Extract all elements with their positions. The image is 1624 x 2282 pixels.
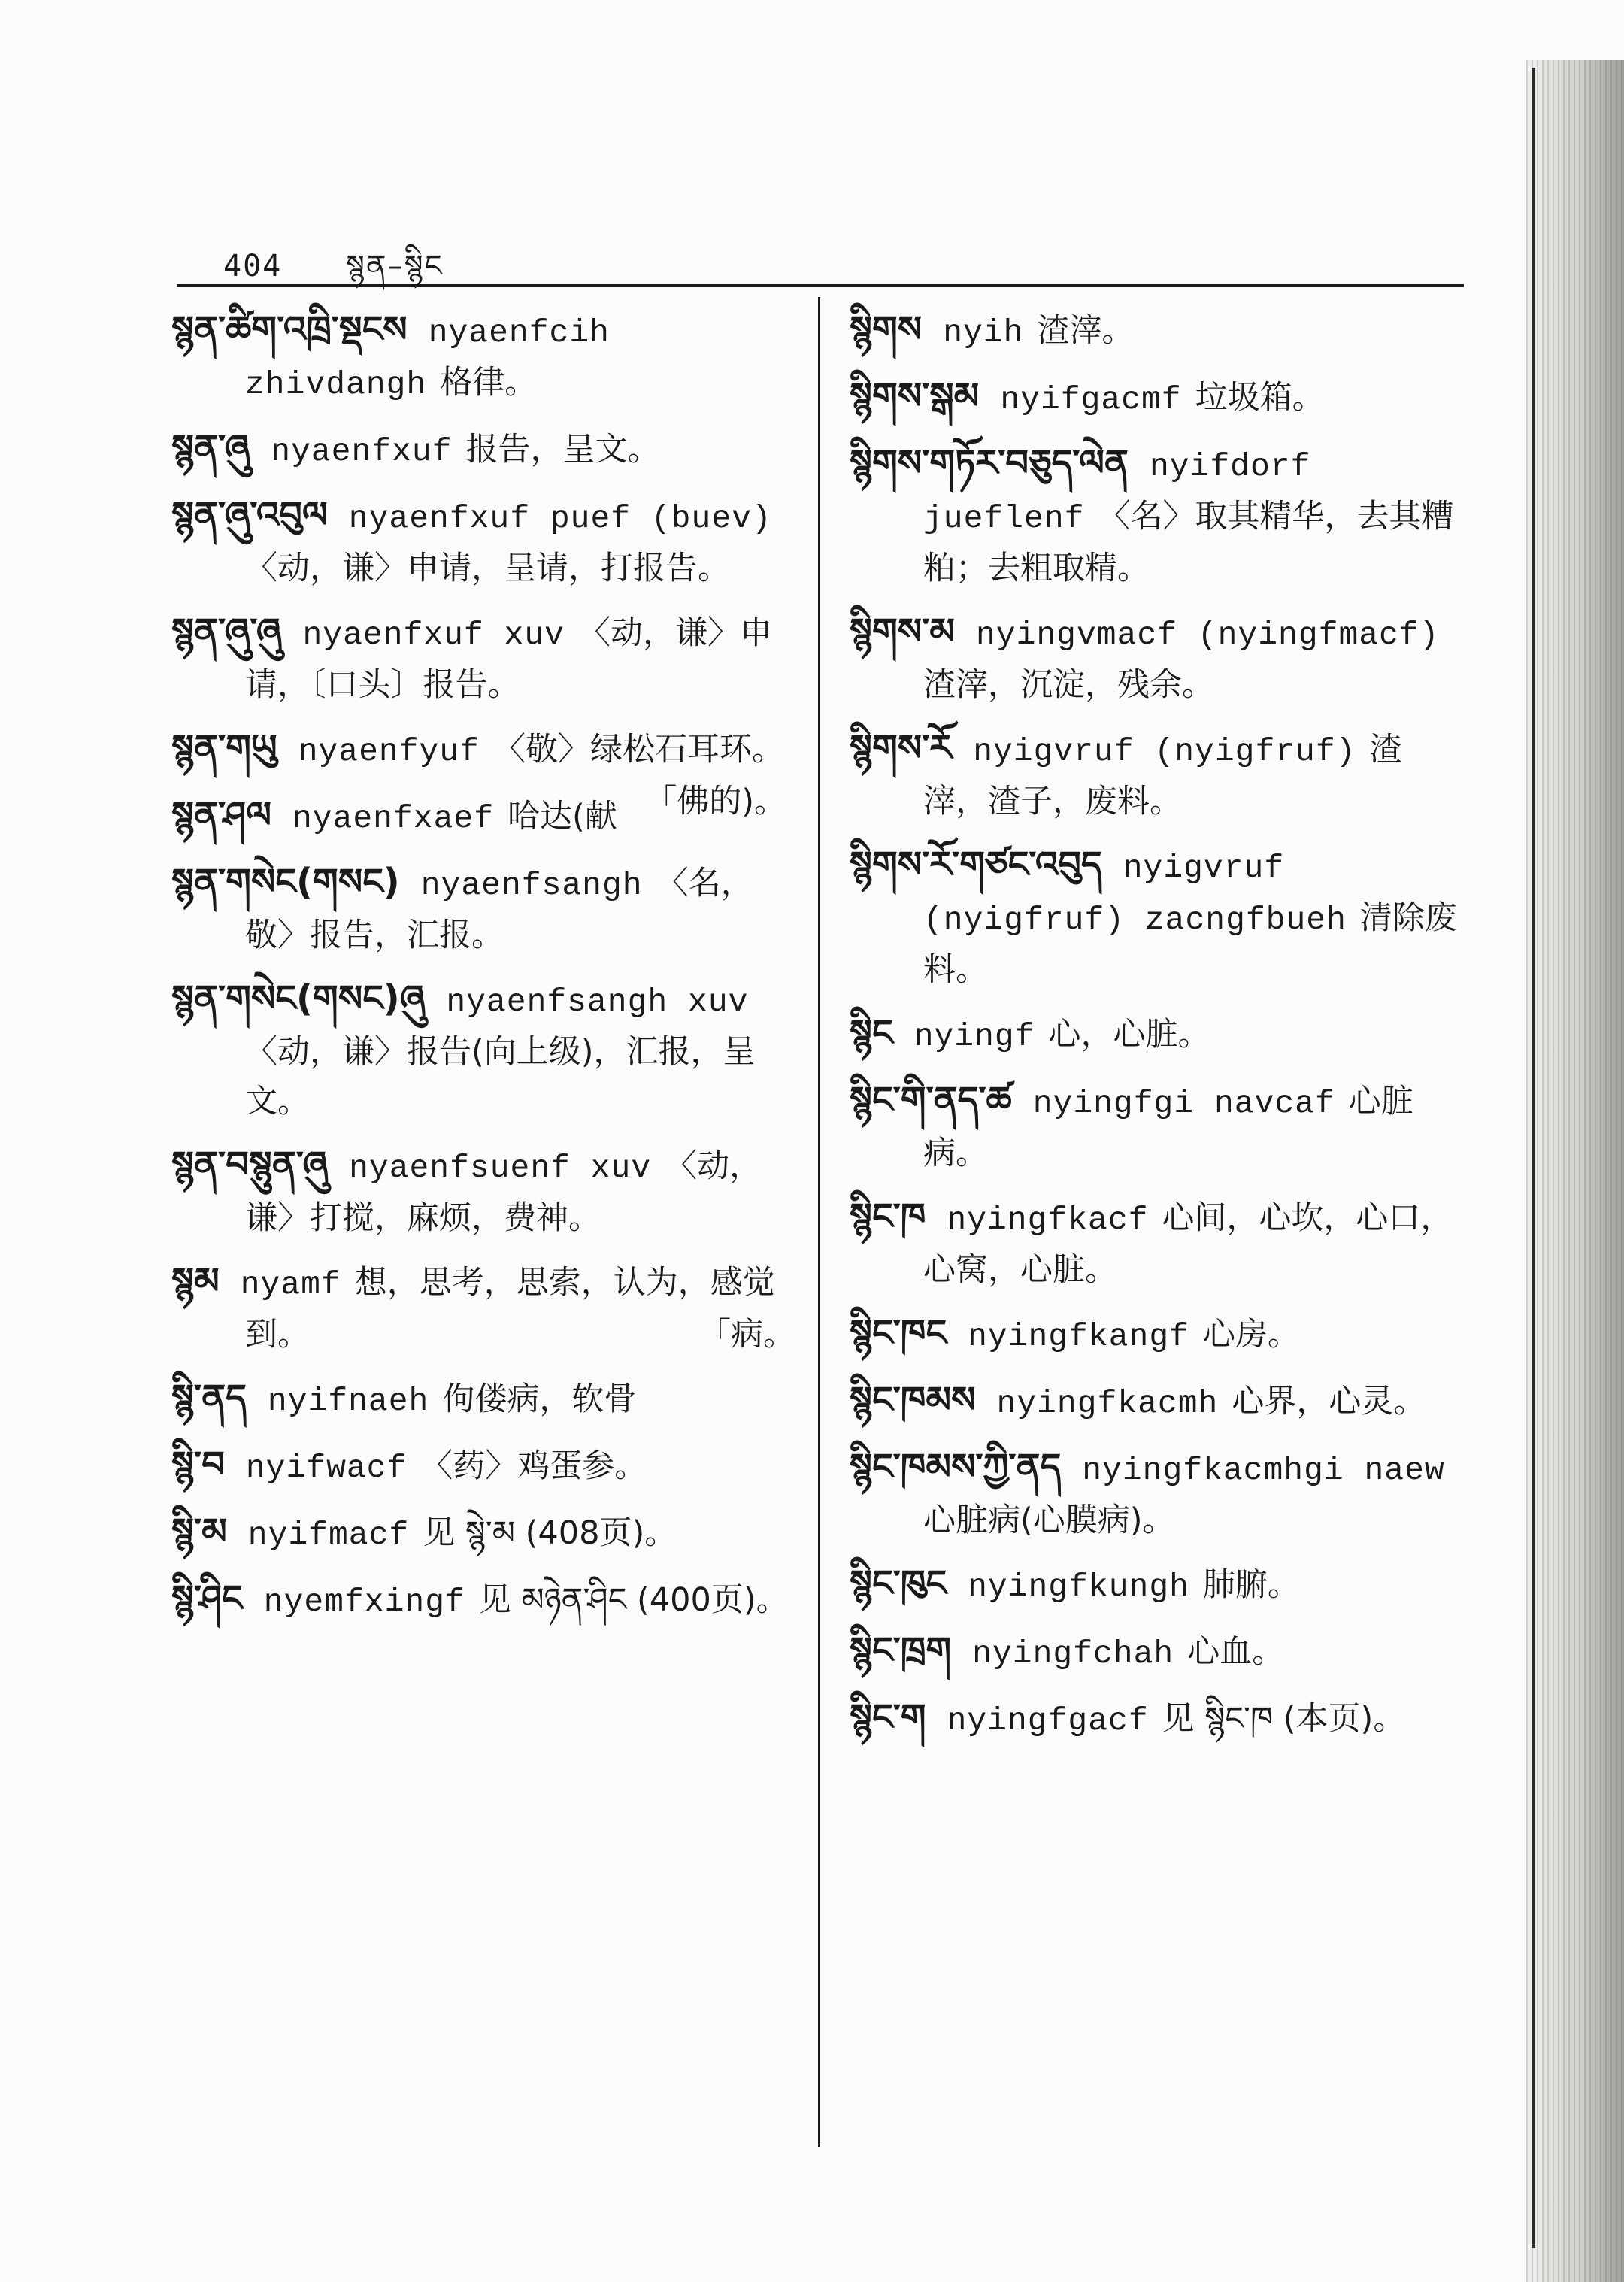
definition: 心脏病。 [923, 1083, 1413, 1172]
dictionary-entry [171, 423, 795, 477]
definition: 〈敬〉绿松石耳环。 [492, 731, 784, 768]
continuation-note: 「佛的)。 [644, 783, 786, 820]
tibetan-headword: སྙིང་ཁམས་ཀྱི་ནད [850, 1446, 1062, 1488]
tibetan-headword: སྙི་བ [171, 1444, 225, 1486]
tibetan-headword: སྙིང་ག [850, 1696, 926, 1738]
page-edge-shadow [1526, 60, 1624, 2282]
column-divider [818, 297, 820, 2147]
tibetan-headword: སྙན་གསེང(གསང) [171, 861, 400, 903]
dictionary-entry [850, 1308, 1466, 1362]
romanization: nyingfkacmh [996, 1385, 1219, 1422]
dictionary-entry [171, 1574, 795, 1627]
romanization: nyaenfsangh xuv [446, 983, 749, 1020]
dictionary-entry [850, 1626, 1466, 1679]
romanization: nyigvruf (nyigfruf) zacngfbueh [923, 850, 1347, 938]
romanization: nyingfchah [972, 1635, 1174, 1672]
definition: 见 མཉེན་ཤིང (400页)。 [478, 1581, 789, 1619]
definition: 〈动，谦〉报告(向上级)，汇报，呈文。 [245, 1033, 756, 1120]
definition: 渣滓，渣子，废料。 [923, 731, 1402, 820]
romanization: nyingfkangf [968, 1318, 1189, 1355]
romanization: nyingfgacf [947, 1702, 1149, 1739]
tibetan-headword: སྙན་ཞུ [171, 427, 250, 469]
romanization: nyifgacmf [1000, 381, 1182, 418]
romanization: nyifdorf jueflenf [923, 448, 1311, 537]
romanization: nyaenfxuf puef (buev) [348, 500, 772, 537]
dictionary-entry [850, 1442, 1466, 1545]
dictionary-entry [850, 607, 1466, 710]
dictionary-entry [171, 1373, 795, 1426]
dictionary-entry [850, 438, 1466, 593]
romanization: nyingf [914, 1018, 1035, 1055]
tibetan-headword: སྙན་ཚིག་འཁྲི་སྡངས [171, 308, 408, 350]
definition: 报告，呈文。 [465, 431, 660, 468]
romanization: nyingfgi navcaf [1032, 1085, 1335, 1122]
romanization: nyingfkungh [968, 1568, 1189, 1605]
romanization: nyingfkacf [947, 1202, 1149, 1238]
romanization: nyamf [240, 1266, 341, 1303]
dictionary-entry [171, 1507, 795, 1560]
tibetan-headword: སྙན་གཡུ [171, 727, 277, 769]
dictionary-entry [171, 1440, 795, 1493]
romanization: nyaenfxuf xuv [302, 617, 565, 653]
header-rule [177, 284, 1464, 287]
tibetan-headword: སྙིགས་མ [850, 611, 955, 653]
dictionary-entry [850, 1559, 1466, 1612]
romanization: nyaenfcih zhivdangh [245, 314, 610, 403]
tibetan-headword: སྙིང་གི་ནད་ཚ [850, 1079, 1012, 1121]
definition: 〈动，谦〉申请，〔口头〕报告。 [245, 614, 772, 704]
definition: 见 སྙེ་མ (408页)。 [423, 1514, 677, 1552]
tibetan-headword: སྙིང་ཁྲག [850, 1629, 952, 1671]
romanization: nyifnaeh [267, 1383, 429, 1420]
tibetan-headword: སྙན་ཞུ་ཞུ [171, 611, 282, 653]
dictionary-entry [850, 723, 1466, 826]
tibetan-headword: སྙིགས [850, 308, 923, 350]
romanization: nyaenfsangh [420, 867, 643, 904]
romanization: nyaenfyuf [298, 733, 480, 770]
dictionary-entry [850, 1693, 1466, 1746]
definition: 格律。 [440, 364, 538, 402]
tibetan-headword: སྙན་བསྙུན་ཞུ [171, 1144, 329, 1186]
romanization: nyifwacf [245, 1450, 408, 1486]
romanization: nyaenfxuf [271, 433, 453, 470]
romanization: nyaenfxaef [292, 800, 495, 837]
tibetan-headword: སྙིང་ཁང [850, 1312, 947, 1354]
definition: 〈药〉鸡蛋参。 [420, 1447, 647, 1485]
tibetan-headword: སྙིགས་གཏོར་བཅུད་ལེན [850, 442, 1129, 484]
definition: 〈动，谦〉打搅，麻烦，费神。 [245, 1147, 762, 1237]
tibetan-headword: སྙན་གསེང(གསང)ཞུ [171, 977, 426, 1020]
dictionary-entry [850, 1192, 1466, 1295]
tibetan-headword: སྙིང་ཁུང [850, 1562, 947, 1605]
definition: 心血。 [1187, 1633, 1285, 1671]
dictionary-entry [850, 840, 1466, 995]
definition: 渣滓。 [1037, 312, 1135, 350]
tibetan-headword: སྙན་ཞུ་འབུལ [171, 494, 328, 536]
dictionary-entry [850, 1008, 1466, 1062]
romanization: nyingfkacmhgi naew [1082, 1452, 1445, 1489]
definition: 想，思考，思索，认为，感觉到。 [245, 1264, 775, 1353]
definition: 〈名〉取其精华，去其糟粕；去粗取精。 [923, 498, 1454, 587]
tibetan-headword: སྙི་ནད [171, 1377, 247, 1419]
definition: 心界，心灵。 [1232, 1383, 1426, 1420]
dictionary-entry [850, 371, 1466, 425]
dictionary-entry [171, 305, 795, 410]
definition: 垃圾箱。 [1195, 379, 1325, 417]
left-column [171, 305, 795, 1641]
definition: 渣滓，沉淀，残余。 [923, 666, 1214, 704]
definition: 清除废料。 [923, 899, 1457, 989]
definition: 心脏病(心膜病)。 [923, 1502, 1175, 1539]
tibetan-headword: སྙི་ཤིང [171, 1577, 243, 1620]
tibetan-headword: སྙིང [850, 1012, 893, 1054]
dictionary-entry [171, 1256, 795, 1359]
dictionary-entry [850, 305, 1466, 358]
tibetan-headword: སྙིང་ཁ [850, 1196, 926, 1238]
definition: 哈达(献 [508, 798, 617, 835]
romanization: nyingvmacf (nyingfmacf) [975, 617, 1440, 653]
dictionary-entry [171, 607, 795, 710]
tibetan-headword: སྙིགས་སྒམ [850, 375, 980, 417]
right-column [850, 305, 1466, 1759]
definition: 肺腑。 [1202, 1566, 1300, 1604]
romanization: nyih [943, 314, 1024, 351]
dictionary-entry [850, 1075, 1466, 1178]
romanization: nyemfxingf [263, 1583, 465, 1620]
guide-word: སྙན–སྙིང [345, 249, 444, 283]
dictionary-entry [171, 490, 795, 593]
definition: 佝偻病，软骨 [442, 1380, 637, 1418]
tibetan-headword: སྙམ [171, 1260, 220, 1302]
romanization: nyaenfsuenf xuv [349, 1150, 652, 1186]
definition: 心，心脏。 [1048, 1016, 1210, 1053]
tibetan-headword: སྙན་ཤལ [171, 794, 271, 836]
dictionary-entry [850, 1375, 1466, 1429]
definition: 见 སྙིང་ཁ (本页)。 [1162, 1700, 1406, 1738]
tibetan-headword: སྙི་མ [171, 1511, 227, 1553]
romanization: nyigvruf (nyigfruf) [973, 733, 1356, 770]
dictionary-entry [171, 1140, 795, 1243]
dictionary-entry [171, 974, 795, 1126]
dictionary-entry [171, 857, 795, 960]
tibetan-headword: སྙིགས་རོ [850, 727, 953, 769]
tibetan-headword: སྙིགས་རོ་གཙང་འབུད [850, 844, 1102, 886]
definition: 〈名，敬〉报告，汇报。 [245, 865, 753, 954]
binding-edge-line [1532, 68, 1535, 2248]
definition: 心间，心坎，心口，心窝，心脏。 [923, 1199, 1453, 1289]
definition: 心房。 [1202, 1316, 1300, 1353]
tibetan-headword: སྙིང་ཁམས [850, 1379, 976, 1421]
romanization: nyifmacf [247, 1517, 410, 1553]
page-number: 404 [223, 249, 283, 283]
definition: 〈动，谦〉申请，呈请，打报告。 [245, 550, 730, 587]
continuation-note: 「病。 [698, 1316, 795, 1353]
